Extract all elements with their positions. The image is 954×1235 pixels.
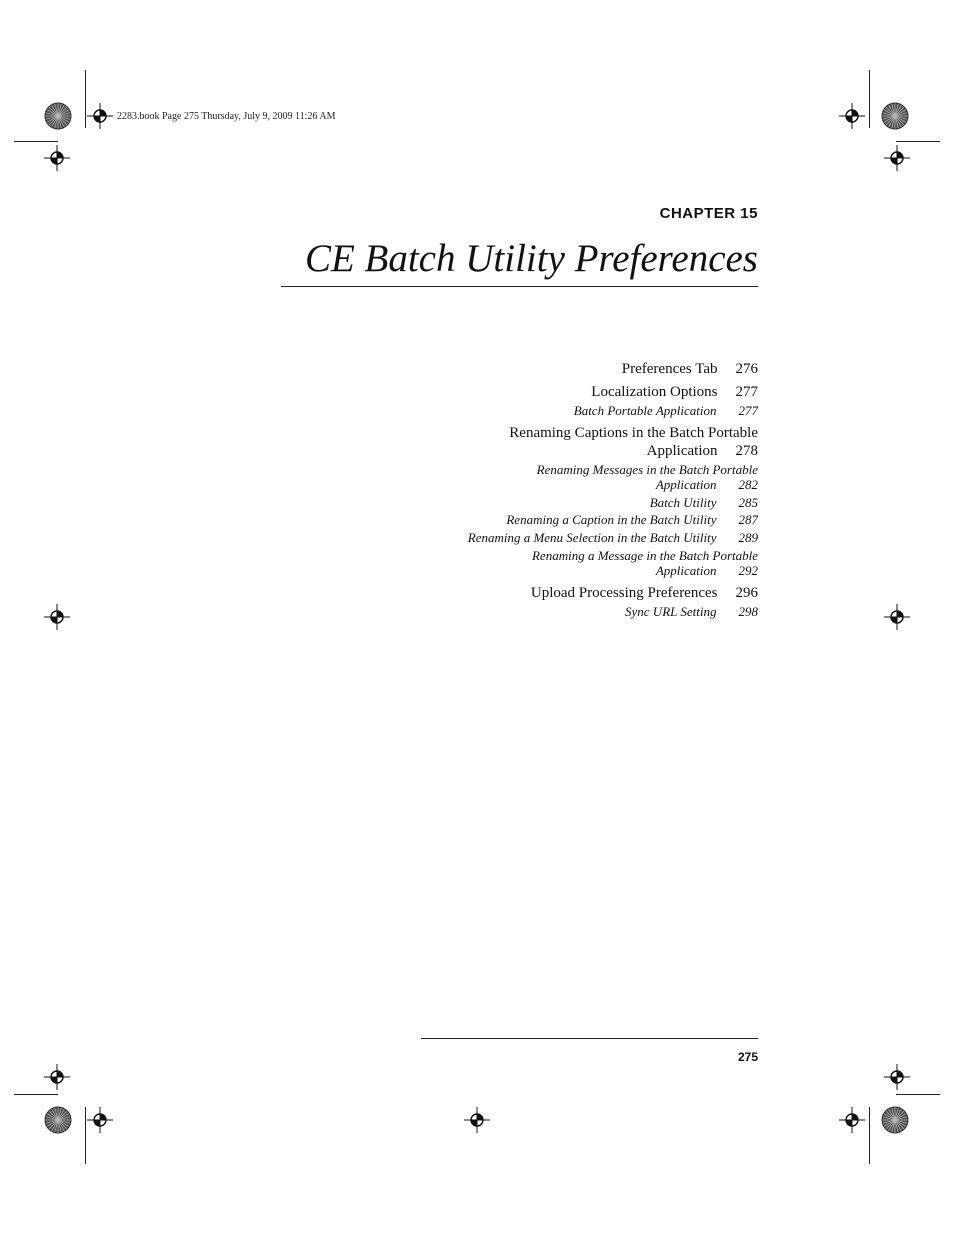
crop-line (896, 141, 940, 142)
starburst-mark-icon (44, 102, 72, 130)
toc-entry-text: Upload Processing Preferences (530, 584, 718, 601)
crop-line (869, 70, 870, 128)
toc-page-number: 282 (738, 477, 758, 493)
toc-entry (338, 403, 758, 419)
toc-page-number: 285 (738, 494, 758, 510)
toc-entry-text: Application (646, 442, 718, 459)
toc-entry-text: Renaming Captions in the Batch Portable (509, 424, 758, 441)
toc-entry (338, 604, 758, 620)
registration-mark-icon (884, 1064, 910, 1090)
toc-entry (338, 383, 758, 401)
crop-line (85, 70, 86, 128)
print-slug: 2283.book Page 275 Thursday, July 9, 2009 11:26 AM (117, 111, 336, 122)
starburst-mark-icon (44, 1106, 72, 1134)
registration-mark-icon (884, 604, 910, 630)
crop-line (14, 141, 58, 142)
crop-line (869, 1107, 870, 1164)
chapter-title: CE Batch Utility Preferences (304, 237, 758, 280)
toc-entry (338, 584, 758, 602)
toc-page-number: 277 (738, 403, 758, 418)
toc-entry (338, 424, 758, 460)
starburst-mark-icon (881, 1106, 909, 1134)
registration-mark-icon (87, 103, 113, 129)
toc-entry-text: Renaming a Message in the Batch Portable (531, 547, 758, 563)
registration-mark-icon (44, 1064, 70, 1090)
toc-entry-text: Preferences Tab (621, 361, 718, 377)
starburst-mark-icon (881, 102, 909, 130)
toc-entry-text: Renaming a Caption in the Batch Utility (506, 512, 717, 528)
toc-entry (338, 360, 758, 378)
crop-line (85, 1107, 86, 1164)
toc-entry (338, 495, 758, 511)
toc-entry (338, 530, 758, 546)
toc-page-number: 292 (738, 563, 758, 579)
chapter-label: CHAPTER 15 (659, 205, 758, 222)
toc-page-number: 276 (735, 361, 758, 377)
registration-mark-icon (884, 145, 910, 171)
crop-line (896, 1094, 940, 1095)
toc-entry-text: Batch Utility (649, 494, 717, 510)
toc-entry (338, 462, 758, 493)
footer-rule (421, 1038, 758, 1039)
title-rule (281, 286, 758, 287)
toc-entry-text: Renaming a Menu Selection in the Batch Utility (467, 529, 717, 545)
chapter-toc (338, 360, 758, 619)
registration-mark-icon (464, 1107, 490, 1133)
toc-entry (338, 512, 758, 528)
toc-entry-text: Renaming Messages in the Batch Portable (536, 461, 758, 477)
registration-mark-icon (87, 1107, 113, 1133)
registration-mark-icon (44, 145, 70, 171)
toc-page-number: 296 (735, 584, 758, 601)
toc-entry-text: Application (655, 477, 717, 493)
registration-mark-icon (839, 1107, 865, 1133)
toc-entry (338, 548, 758, 579)
toc-entry-text: Sync URL Setting (625, 603, 717, 619)
toc-entry-text: Localization Options (591, 384, 718, 400)
registration-mark-icon (839, 103, 865, 129)
toc-page-number: 289 (738, 529, 758, 545)
page-number: 275 (737, 1050, 758, 1064)
toc-entry-text: Application (655, 563, 717, 579)
registration-mark-icon (44, 604, 70, 630)
toc-entry-text: Batch Portable Application (573, 403, 717, 418)
toc-page-number: 277 (735, 384, 758, 400)
toc-page-number: 278 (735, 442, 758, 459)
crop-line (14, 1094, 58, 1095)
toc-page-number: 298 (738, 603, 758, 619)
toc-page-number: 287 (738, 512, 758, 528)
